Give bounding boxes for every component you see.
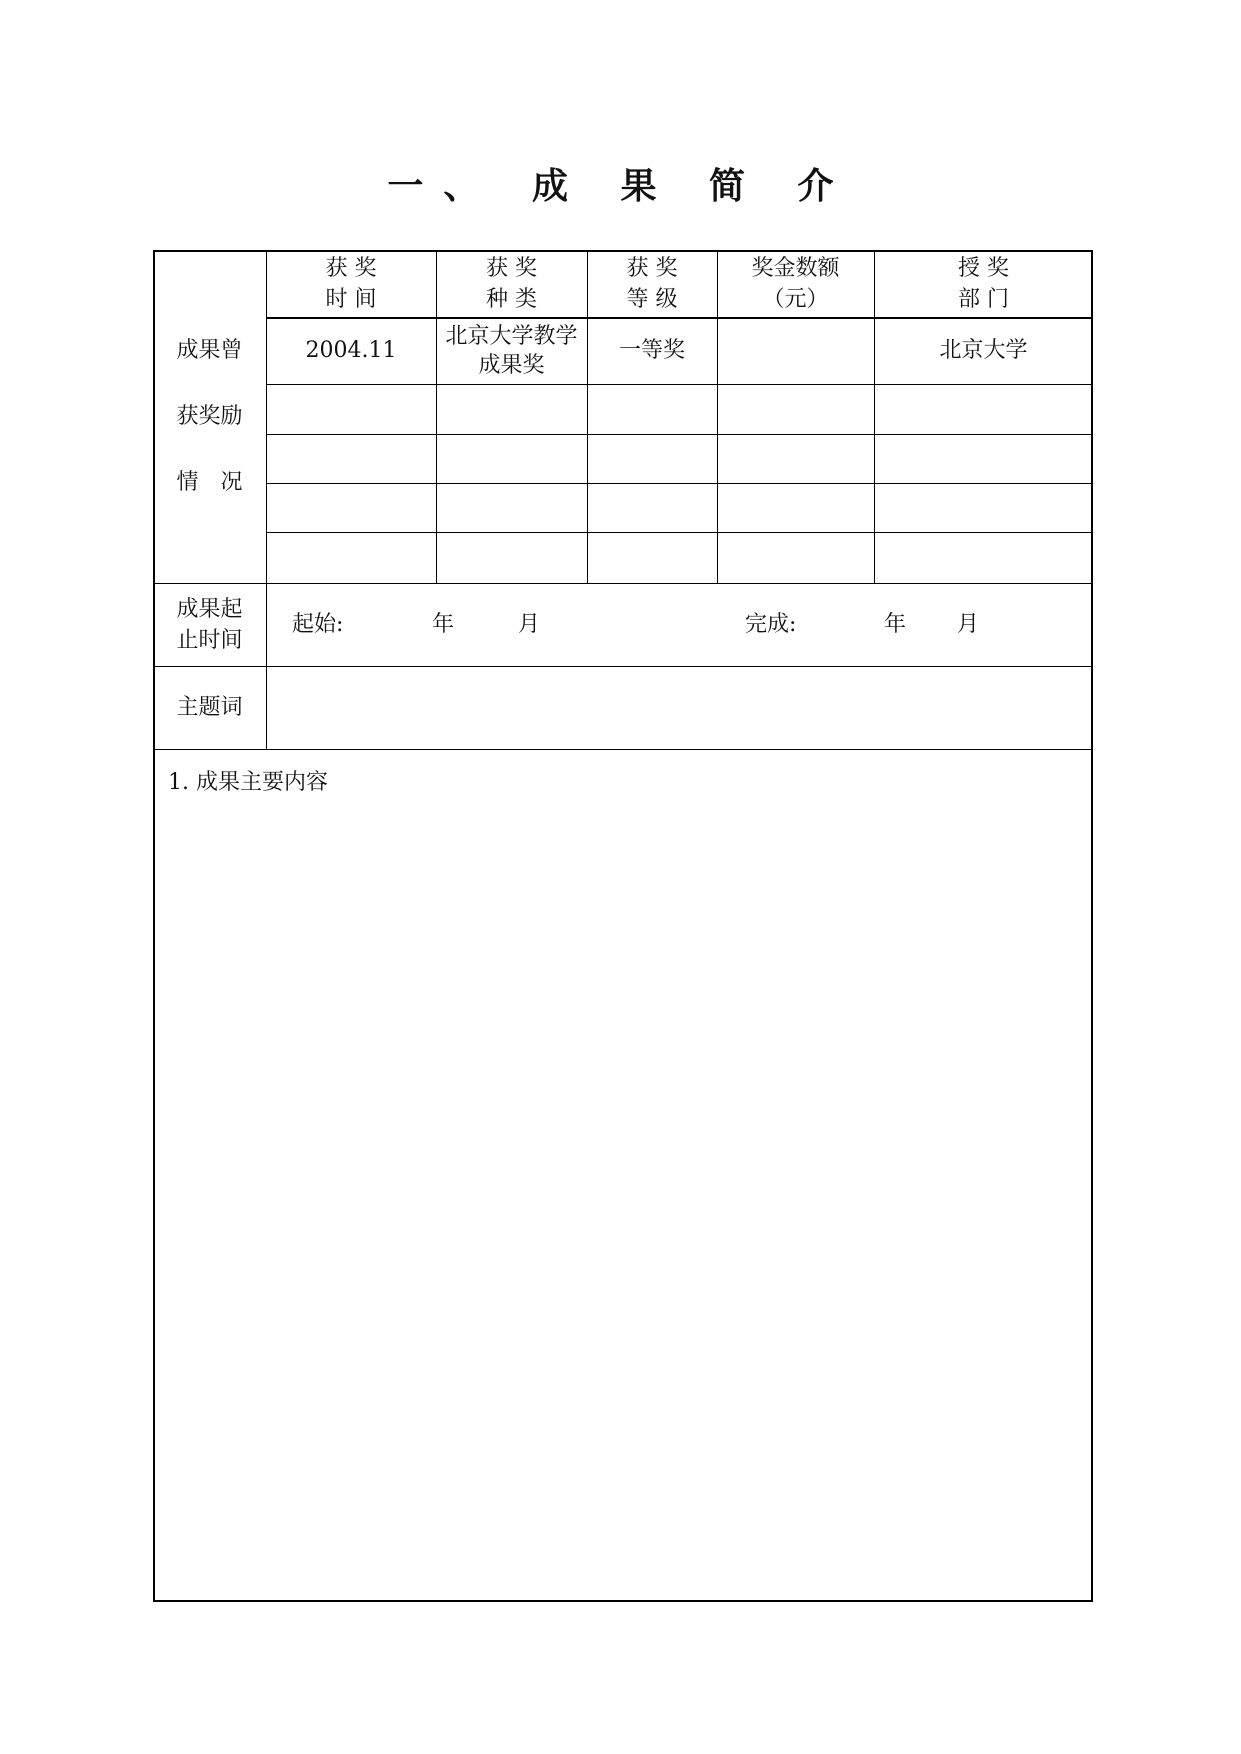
end-label: 完成: <box>745 612 797 637</box>
end-year-label: 年 <box>884 612 907 637</box>
header-prize-amount: 奖金数额 （元） <box>751 255 840 312</box>
award-level-cell: 一等奖 <box>618 338 685 363</box>
end-month-label: 月 <box>957 612 980 637</box>
header-award-level: 获 奖 等 级 <box>626 255 678 312</box>
header-award-date: 获 奖 时 间 <box>325 255 377 312</box>
start-year-label: 年 <box>432 612 455 637</box>
row-divider <box>266 384 1093 385</box>
row-divider <box>266 532 1093 533</box>
row-divider <box>266 483 1093 484</box>
section-divider <box>153 749 1093 750</box>
keywords-label: 主题词 <box>176 695 243 720</box>
award-date-cell: 2004.11 <box>305 338 397 363</box>
period-label: 成果起 止时间 <box>176 596 243 653</box>
page-title: 一、 成 果 简 介 <box>387 166 854 207</box>
content-heading: 1. 成果主要内容 <box>168 770 328 795</box>
start-label: 起始: <box>292 612 344 637</box>
section-divider <box>153 583 1093 584</box>
start-month-label: 月 <box>518 612 541 637</box>
header-award-type: 获 奖 种 类 <box>486 255 537 312</box>
header-awarding-body: 授 奖 部 门 <box>958 255 1009 312</box>
achievement-form <box>153 250 1093 1602</box>
section-divider <box>153 666 1093 667</box>
prize-amount-cell <box>717 317 874 384</box>
awarding-body-cell: 北京大学 <box>939 338 1028 363</box>
awards-section-label: 成果曾 获奖励 情 况 <box>176 338 243 495</box>
row-divider <box>266 434 1093 435</box>
award-type-cell: 北京大学教学成果奖 <box>445 323 578 378</box>
